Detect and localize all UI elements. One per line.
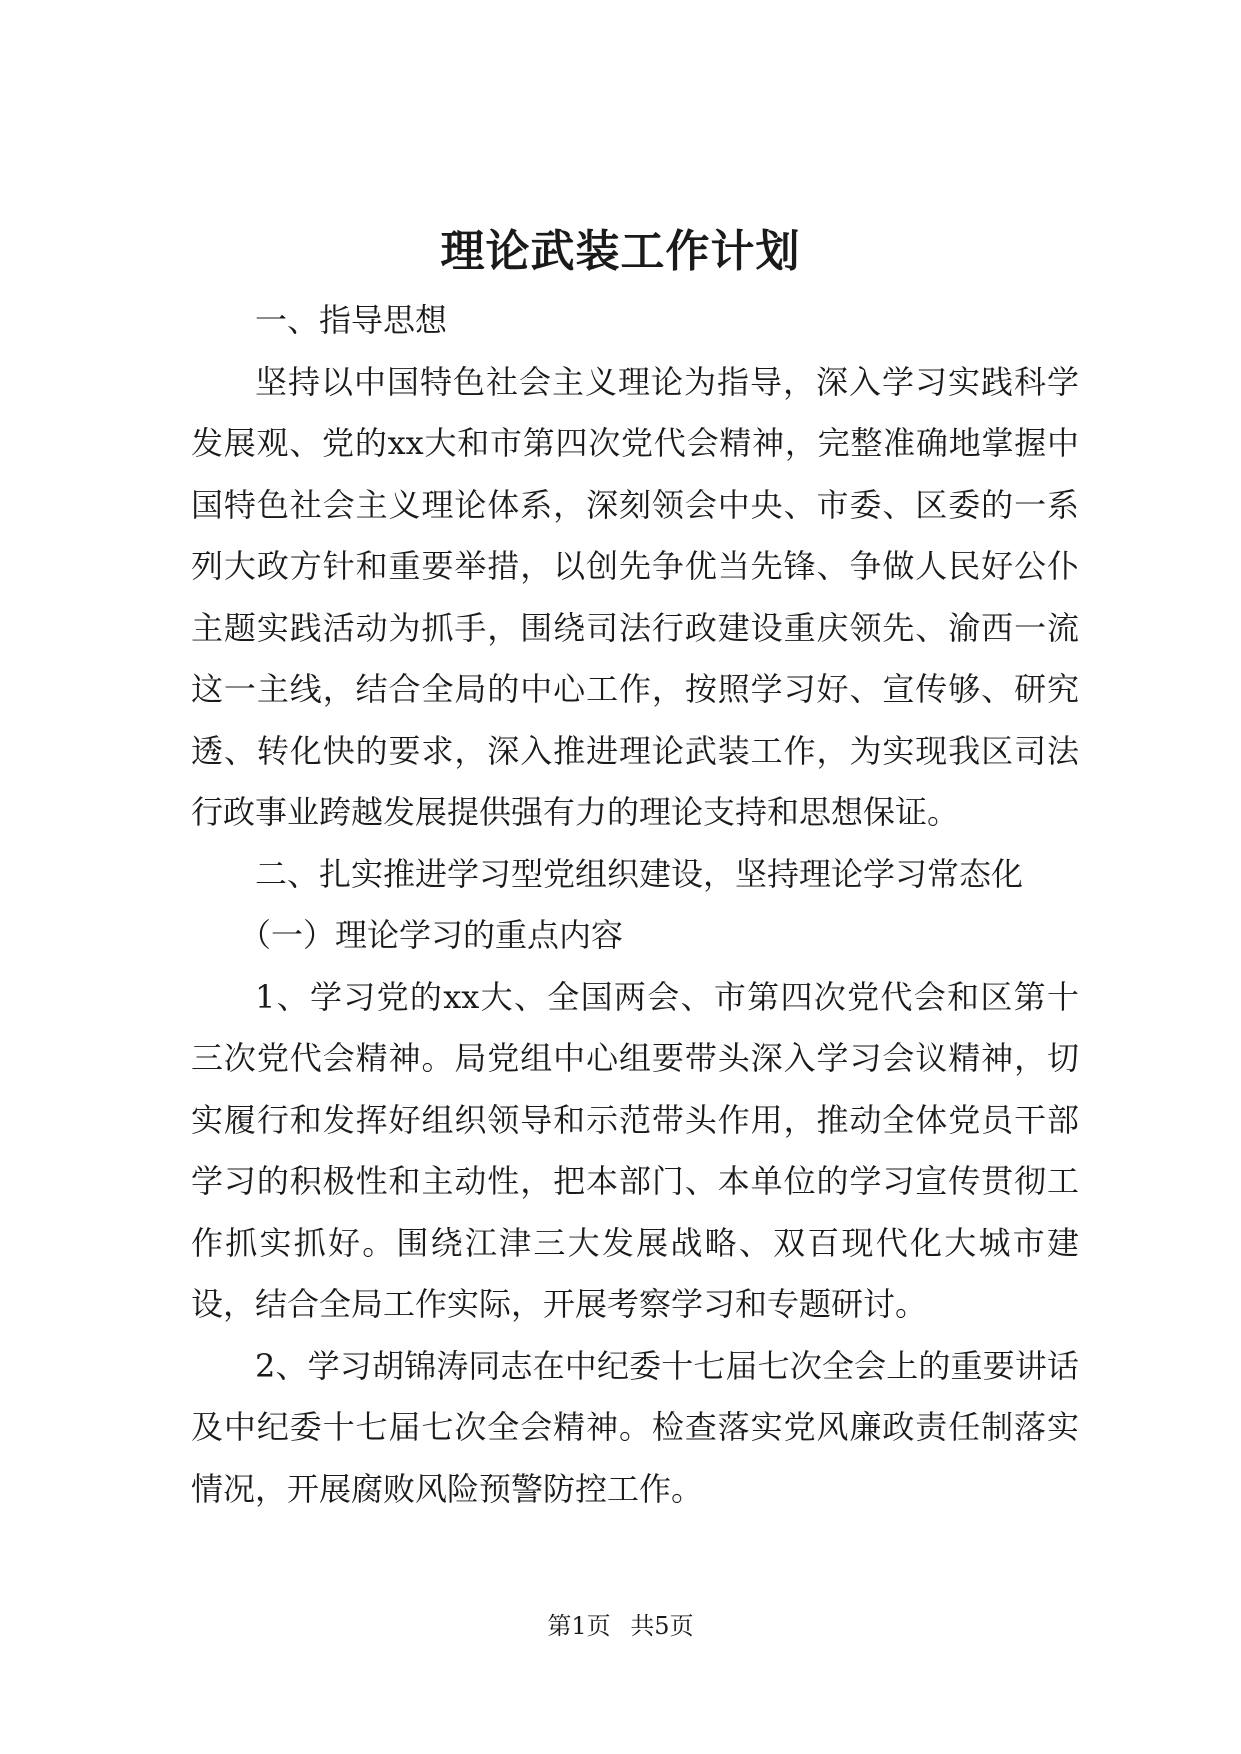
paragraph-guiding-thought: 坚持以中国特色社会主义理论为指导，深入学习实践科学发展观、党的xx大和市第四次党代会精神，完整准确地掌握中国特色社会主义理论体系，深刻领会中央、市委、区委的一系列大政方针和重要举措，以创先争优当先锋、争做人民好公仆主题实践活动为抓手，围绕司法行政建设重庆领先、渝西一流这一主线，结合全局的中心工作，按照学习好、宣传够、研究透、转化快的要求，深入推进理论武装工作，为实现我区司法行政事业跨越发展提供强有力的理论支持和思想保证。 (191, 362, 1079, 831)
page-number: 第1页 (547, 1612, 611, 1640)
paragraph-item-1: 1、学习党的xx大、全国两会、市第四次党代会和区第十三次党代会精神。局党组中心组要带头深入学习会议精神，切实履行和发挥好组织领导和示范带头作用，推动全体党员干部学习的积极性和主动性，把本部门、本单位的学习宣传贯彻工作抓实抓好。围绕江津三大发展战略、双百现代化大城市建设，结合全局工作实际，开展考察学习和专题研讨。 (191, 977, 1079, 1323)
page-footer (0, 1610, 1241, 1642)
document-title: 理论武装工作计划 (440, 226, 801, 277)
page-total: 共5页 (630, 1612, 694, 1640)
paragraph-item-2: 2、学习胡锦涛同志在中纪委十七届七次全会上的重要讲话及中纪委十七届七次全会精神。检查落实党风廉政责任制落实情况，开展腐败风险预警防控工作。 (191, 1346, 1079, 1508)
section-heading-learning-organization: 二、扎实推进学习型党组织建设，坚持理论学习常态化 (255, 854, 1024, 893)
document-body (191, 290, 1079, 1520)
subsection-heading-key-content: （一）理论学习的重点内容 (239, 916, 624, 954)
section-heading-guiding-thought: 一、指导思想 (255, 301, 448, 339)
